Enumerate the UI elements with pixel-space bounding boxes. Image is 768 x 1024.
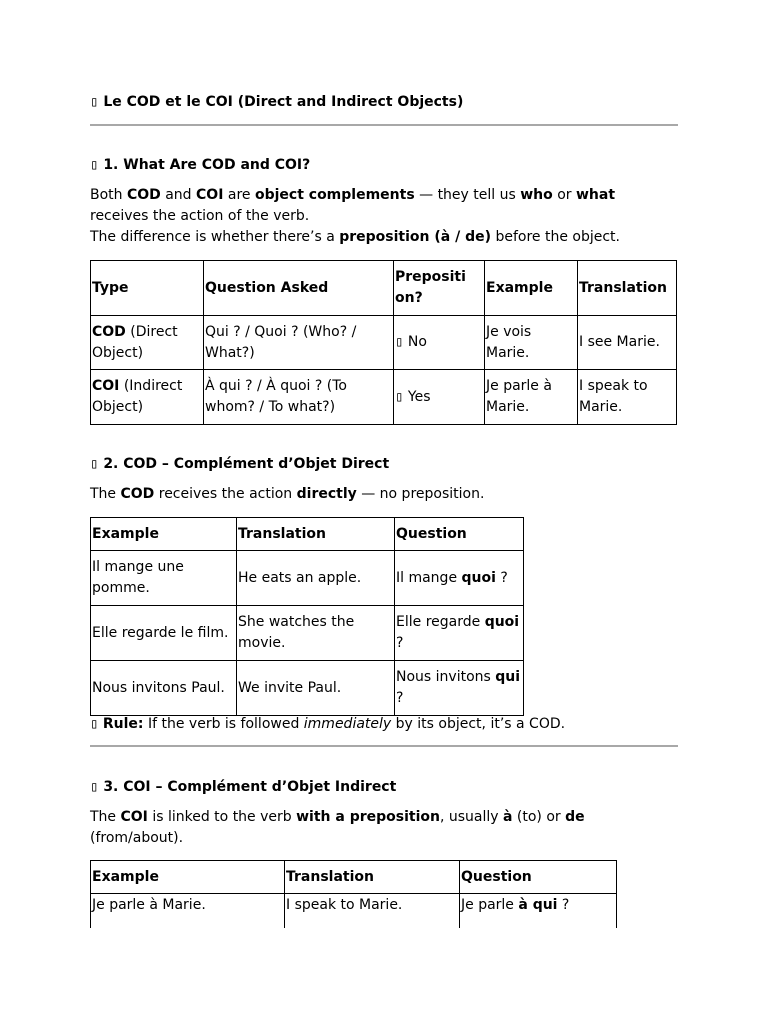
- emoji-icon: ▯: [90, 456, 99, 472]
- page-title: [90, 92, 463, 112]
- cod-examples-table: [90, 517, 524, 716]
- section-3-heading: ▯ 3. COI – Complément d’Objet Indirect: [90, 779, 397, 795]
- divider: [90, 124, 678, 126]
- page-bottom-margin: [0, 928, 768, 1024]
- table-row: COI (Indirect Object) À qui ? / À quoi ? (To whom? / To what?) ▯ Yes Je parle à Marie. I speak to Marie.: [91, 370, 677, 425]
- table-header-row: Type Question Asked Preposition? Example Translation: [91, 261, 677, 316]
- title-text: Le COD et le COI (Direct and Indirect Objects): [103, 94, 464, 110]
- pin-icon: ▯: [90, 716, 99, 732]
- check-mark-icon: ▯: [395, 388, 404, 405]
- table-row: COD (Direct Object) Qui ? / Quoi ? (Who? / What?) ▯ No Je vois Marie. I see Marie.: [91, 316, 677, 370]
- divider: [90, 745, 678, 747]
- table-row: Nous invitons Paul. We invite Paul. Nous invitons qui ?: [91, 661, 524, 716]
- emoji-icon: ▯: [90, 94, 99, 110]
- table-row: Elle regarde le film. She watches the movie. Elle regarde quoi ?: [91, 606, 524, 661]
- table-row: Il mange une pomme. He eats an apple. Il mange quoi ?: [91, 551, 524, 606]
- emoji-icon: ▯: [90, 157, 99, 173]
- table-row: Je parle à Marie. I speak to Marie. Je parle à qui ?: [91, 894, 617, 949]
- cross-mark-icon: ▯: [395, 334, 404, 350]
- section-2-heading: ▯ 2. COD – Complément d’Objet Direct: [90, 456, 390, 472]
- section-3-paragraph: The COI is linked to the verb with a preposition, usually à (to) or de (from/about).: [90, 809, 585, 846]
- section-2-paragraph: The COD receives the action directly — no preposition.: [90, 486, 485, 502]
- table-header-row: Example Translation Question: [91, 861, 617, 894]
- table-header-row: Example Translation Question: [91, 518, 524, 551]
- section-1-heading: ▯ 1. What Are COD and COI?: [90, 157, 311, 173]
- cod-coi-table: [90, 260, 677, 425]
- section-1-paragraph: Both COD and COI are object complements — they tell us who or what receives the action of the verb. The difference is whether there’s a preposition (à / de) before the object.: [90, 187, 620, 245]
- rule-note: ▯ Rule: If the verb is followed immediately by its object, it’s a COD.: [90, 716, 566, 732]
- emoji-icon: ▯: [90, 779, 99, 795]
